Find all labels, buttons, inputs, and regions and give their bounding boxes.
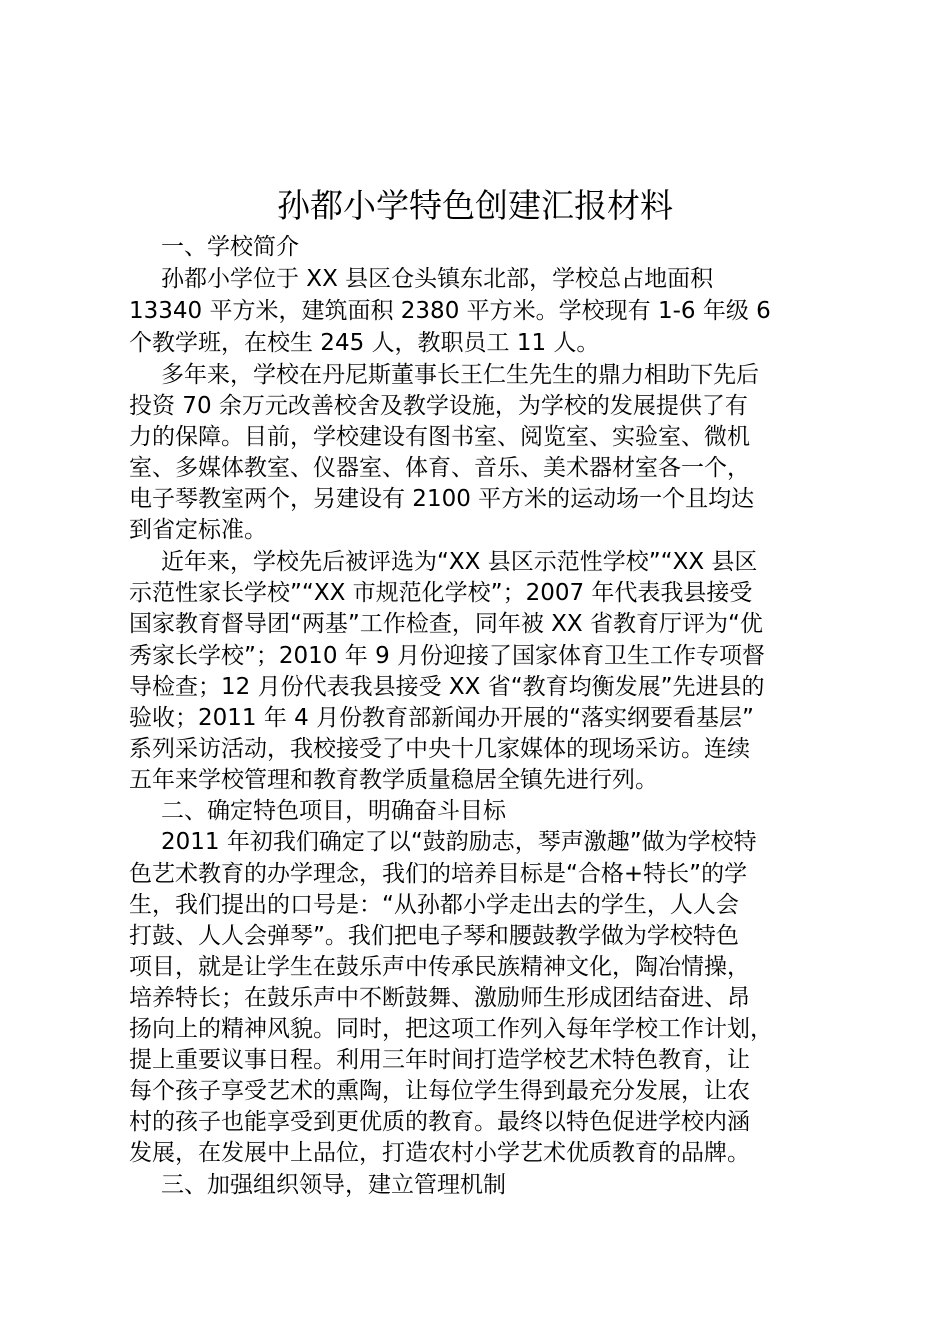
paragraph-line: 项目，就是让学生在鼓乐声中传承民族精神文化，陶冶情操， — [129, 954, 750, 980]
paragraph-line: 示范性家长学校”“XX 市规范化学校”；2007 年代表我县接受 — [129, 580, 753, 606]
paragraph-line: 提上重要议事日程。利用三年时间打造学校艺术特色教育，让 — [129, 1047, 750, 1073]
paragraph-line: 五年来学校管理和教育教学质量稳居全镇先进行列。 — [129, 767, 658, 793]
paragraph-line: 系列采访活动，我校接受了中央十几家媒体的现场采访。连续 — [129, 736, 750, 762]
paragraph-line: 电子琴教室两个，另建设有 2100 平方米的运动场一个且均达 — [129, 486, 755, 512]
paragraph-line: 培养特长；在鼓乐声中不断鼓舞、激励师生形成团结奋进、昂 — [129, 985, 750, 1011]
paragraph-line: 色艺术教育的办学理念，我们的培养目标是“合格+特长”的学 — [129, 861, 748, 887]
paragraph-line: 室、多媒体教室、仪器室、体育、音乐、美术器材室各一个， — [129, 455, 750, 481]
paragraph-line: 导检查；12 月份代表我县接受 XX 省“教育均衡发展”先进县的 — [129, 674, 765, 700]
paragraph-line: 每个孩子享受艺术的熏陶，让每位学生得到最充分发展，让农 — [129, 1078, 750, 1104]
paragraph-line: 打鼓、人人会弹琴”。我们把电子琴和腰鼓教学做为学校特色 — [129, 923, 739, 949]
section-heading-3: 三、加强组织领导，建立管理机制 — [161, 1172, 506, 1198]
paragraph-line: 多年来，学校在丹尼斯董事长王仁生先生的鼎力相助下先后 — [161, 362, 759, 388]
paragraph-line: 2011 年初我们确定了以“鼓韵励志，琴声激趣”做为学校特 — [161, 829, 757, 855]
paragraph-line: 投资 70 余万元改善校舍及教学设施，为学校的发展提供了有 — [129, 393, 748, 419]
paragraph-line: 验收；2011 年 4 月份教育部新闻办开展的“落实纲要看基层” — [129, 705, 754, 731]
section-heading-1: 一、学校简介 — [161, 234, 299, 260]
paragraph-line: 13340 平方米，建筑面积 2380 平方米。学校现有 1-6 年级 6 — [129, 298, 771, 324]
document-title: 孙都小学特色创建汇报材料 — [277, 186, 673, 225]
paragraph-line: 到省定标准。 — [129, 517, 267, 543]
paragraph-line: 个教学班，在校生 245 人，教职员工 11 人。 — [129, 330, 600, 356]
paragraph-line: 孙都小学位于 XX 县区仓头镇东北部，学校总占地面积 — [161, 266, 714, 292]
paragraph-line: 村的孩子也能享受到更优质的教育。最终以特色促进学校内涵 — [129, 1109, 750, 1135]
paragraph-line: 近年来，学校先后被评选为“XX 县区示范性学校”“XX 县区 — [161, 549, 758, 575]
paragraph-line: 秀家长学校”；2010 年 9 月份迎接了国家体育卫生工作专项督 — [129, 643, 766, 669]
paragraph-line: 发展，在发展中上品位，打造农村小学艺术优质教育的品牌。 — [129, 1140, 750, 1166]
paragraph-line: 国家教育督导团“两基”工作检查，同年被 XX 省教育厅评为“优 — [129, 611, 763, 637]
paragraph-line: 生，我们提出的口号是：“从孙都小学走出去的学生，人人会 — [129, 892, 739, 918]
section-heading-2: 二、确定特色项目，明确奋斗目标 — [161, 798, 506, 824]
paragraph-line: 扬向上的精神风貌。同时，把这项工作列入每年学校工作计划， — [129, 1016, 773, 1042]
paragraph-line: 力的保障。目前，学校建设有图书室、阅览室、实验室、微机 — [129, 424, 750, 450]
